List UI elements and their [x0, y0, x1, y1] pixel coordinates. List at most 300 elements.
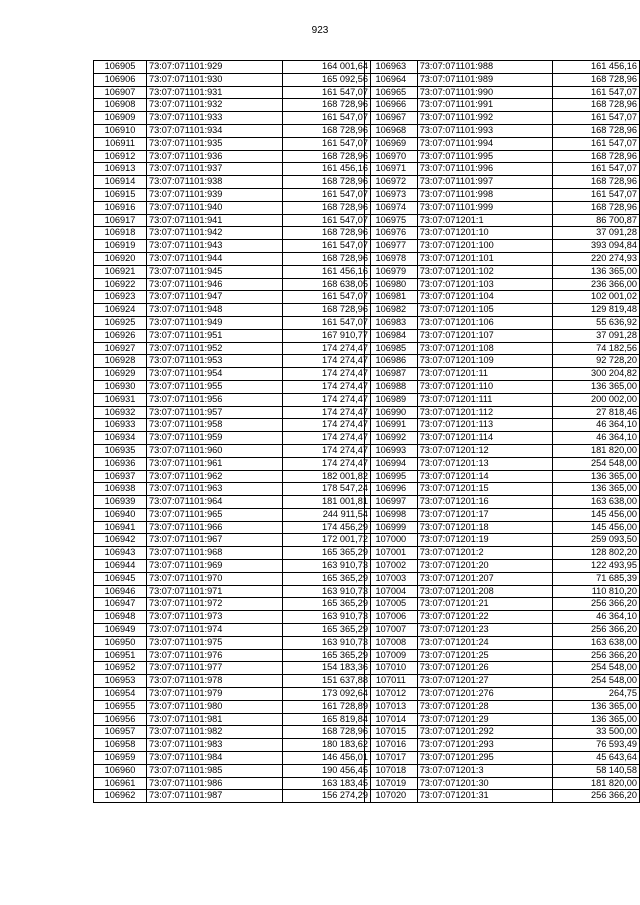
cadastral-number-cell: 73:07:071201:109 — [417, 355, 552, 368]
record-id-cell: 106932 — [94, 406, 147, 419]
record-id-cell: 106948 — [94, 611, 147, 624]
value-cell: 110 810,20 — [552, 585, 639, 598]
value-cell: 220 274,93 — [552, 252, 639, 265]
cadastral-number-cell: 73:07:071201:100 — [417, 240, 552, 253]
cadastral-number-cell: 73:07:071101:941 — [147, 214, 283, 227]
record-id-cell: 106986 — [365, 355, 418, 368]
record-id-cell: 106952 — [94, 662, 147, 675]
table-row — [365, 764, 640, 777]
table-row — [365, 73, 640, 86]
record-id-cell: 106947 — [94, 598, 147, 611]
cadastral-number-cell: 73:07:071101:946 — [147, 278, 283, 291]
record-id-cell: 106942 — [94, 534, 147, 547]
value-cell: 174 274,47 — [283, 342, 371, 355]
record-id-cell: 107006 — [365, 611, 418, 624]
value-cell: 173 092,64 — [283, 688, 371, 701]
table-row — [94, 227, 371, 240]
table-row — [365, 790, 640, 803]
table-row — [94, 470, 371, 483]
record-id-cell: 106990 — [365, 406, 418, 419]
cadastral-number-cell: 73:07:071201:110 — [417, 380, 552, 393]
value-cell: 163 910,73 — [283, 611, 371, 624]
record-id-cell: 106911 — [94, 137, 147, 150]
value-cell: 161 547,07 — [552, 86, 639, 99]
record-id-cell: 106908 — [94, 99, 147, 112]
value-cell: 86 700,87 — [552, 214, 639, 227]
table-row — [94, 393, 371, 406]
value-cell: 174 274,47 — [283, 406, 371, 419]
record-id-cell: 106936 — [94, 457, 147, 470]
cadastral-number-cell: 73:07:071201:293 — [417, 739, 552, 752]
value-cell: 168 728,96 — [552, 99, 639, 112]
cadastral-number-cell: 73:07:071201:3 — [417, 764, 552, 777]
table-row — [94, 662, 371, 675]
value-cell: 174 274,47 — [283, 432, 371, 445]
cadastral-number-cell: 73:07:071201:18 — [417, 521, 552, 534]
table-row — [365, 624, 640, 637]
record-id-cell: 106930 — [94, 380, 147, 393]
value-cell: 161 547,07 — [283, 316, 371, 329]
value-cell: 128 802,20 — [552, 547, 639, 560]
table-row — [94, 624, 371, 637]
table-row — [365, 636, 640, 649]
cadastral-number-cell: 73:07:071101:964 — [147, 496, 283, 509]
cadastral-number-cell: 73:07:071201:16 — [417, 496, 552, 509]
value-cell: 164 001,64 — [283, 61, 371, 74]
value-cell: 168 728,96 — [283, 726, 371, 739]
value-cell: 129 819,48 — [552, 304, 639, 317]
cadastral-number-cell: 73:07:071101:983 — [147, 739, 283, 752]
table-row — [94, 739, 371, 752]
table-row — [94, 713, 371, 726]
record-id-cell: 106923 — [94, 291, 147, 304]
record-id-cell: 106961 — [94, 777, 147, 790]
record-id-cell: 106937 — [94, 470, 147, 483]
record-id-cell: 106910 — [94, 124, 147, 137]
record-id-cell: 106917 — [94, 214, 147, 227]
value-cell: 256 366,20 — [552, 790, 639, 803]
cadastral-number-cell: 73:07:071101:957 — [147, 406, 283, 419]
record-id-cell: 107011 — [365, 675, 418, 688]
cadastral-number-cell: 73:07:071101:999 — [417, 201, 552, 214]
cadastral-number-cell: 73:07:071101:937 — [147, 163, 283, 176]
value-cell: 151 637,88 — [283, 675, 371, 688]
cadastral-number-cell: 73:07:071201:114 — [417, 432, 552, 445]
record-id-cell: 107017 — [365, 752, 418, 765]
record-id-cell: 107002 — [365, 560, 418, 573]
record-id-cell: 106912 — [94, 150, 147, 163]
table-row — [365, 304, 640, 317]
value-cell: 45 643,64 — [552, 752, 639, 765]
record-id-cell: 106992 — [365, 432, 418, 445]
table-row — [94, 316, 371, 329]
table-row — [94, 432, 371, 445]
table-row — [365, 444, 640, 457]
cadastral-number-cell: 73:07:071101:978 — [147, 675, 283, 688]
record-id-cell: 106950 — [94, 636, 147, 649]
value-cell: 163 910,73 — [283, 585, 371, 598]
cadastral-number-cell: 73:07:071101:970 — [147, 572, 283, 585]
cadastral-number-cell: 73:07:071101:934 — [147, 124, 283, 137]
record-id-cell: 106999 — [365, 521, 418, 534]
record-id-cell: 106914 — [94, 176, 147, 189]
record-id-cell: 107016 — [365, 739, 418, 752]
record-id-cell: 106997 — [365, 496, 418, 509]
table-row — [94, 304, 371, 317]
record-id-cell: 107015 — [365, 726, 418, 739]
record-id-cell: 106913 — [94, 163, 147, 176]
table-row — [365, 777, 640, 790]
table-row — [365, 61, 640, 74]
cadastral-number-cell: 73:07:071201:21 — [417, 598, 552, 611]
record-id-cell: 106941 — [94, 521, 147, 534]
record-id-cell: 106962 — [94, 790, 147, 803]
table-row — [94, 688, 371, 701]
table-row — [94, 61, 371, 74]
cadastral-number-cell: 73:07:071201:103 — [417, 278, 552, 291]
value-cell: 168 728,96 — [283, 99, 371, 112]
table-row — [94, 124, 371, 137]
value-cell: 168 638,05 — [283, 278, 371, 291]
table-row — [94, 99, 371, 112]
record-id-cell: 106973 — [365, 188, 418, 201]
value-cell: 174 274,47 — [283, 368, 371, 381]
value-cell: 256 366,20 — [552, 624, 639, 637]
value-cell: 161 728,89 — [283, 700, 371, 713]
value-cell: 161 547,07 — [283, 240, 371, 253]
cadastral-number-cell: 73:07:071101:997 — [417, 176, 552, 189]
table-row — [365, 508, 640, 521]
cadastral-number-cell: 73:07:071101:990 — [417, 86, 552, 99]
table-row — [365, 265, 640, 278]
record-id-cell: 106974 — [365, 201, 418, 214]
cadastral-number-cell: 73:07:071101:966 — [147, 521, 283, 534]
record-id-cell: 106920 — [94, 252, 147, 265]
page-number: 923 — [311, 25, 329, 36]
table-row — [94, 483, 371, 496]
value-cell: 393 094,84 — [552, 240, 639, 253]
record-id-cell: 106975 — [365, 214, 418, 227]
table-row — [94, 368, 371, 381]
table-row — [365, 188, 640, 201]
record-id-cell: 106998 — [365, 508, 418, 521]
cadastral-number-cell: 73:07:071201:107 — [417, 329, 552, 342]
table-row — [94, 521, 371, 534]
value-cell: 163 910,73 — [283, 560, 371, 573]
record-id-cell: 106929 — [94, 368, 147, 381]
value-cell: 161 456,16 — [283, 265, 371, 278]
value-cell: 168 728,96 — [552, 201, 639, 214]
cadastral-number-cell: 73:07:071101:948 — [147, 304, 283, 317]
cadastral-number-cell: 73:07:071201:276 — [417, 688, 552, 701]
record-id-cell: 106944 — [94, 560, 147, 573]
record-id-cell: 107019 — [365, 777, 418, 790]
table-row — [365, 611, 640, 624]
cadastral-number-cell: 73:07:071201:2 — [417, 547, 552, 560]
record-id-cell: 106963 — [365, 61, 418, 74]
record-id-cell: 106993 — [365, 444, 418, 457]
value-cell: 174 274,47 — [283, 393, 371, 406]
record-id-cell: 106953 — [94, 675, 147, 688]
value-cell: 37 091,28 — [552, 227, 639, 240]
record-id-cell: 106925 — [94, 316, 147, 329]
cadastral-number-cell: 73:07:071101:954 — [147, 368, 283, 381]
table-row — [365, 752, 640, 765]
cadastral-number-cell: 73:07:071201:14 — [417, 470, 552, 483]
cadastral-number-cell: 73:07:071101:979 — [147, 688, 283, 701]
cadastral-number-cell: 73:07:071101:987 — [147, 790, 283, 803]
cadastral-number-cell: 73:07:071101:986 — [147, 777, 283, 790]
value-cell: 168 728,96 — [552, 176, 639, 189]
value-cell: 161 456,16 — [552, 61, 639, 74]
record-id-cell: 106981 — [365, 291, 418, 304]
cadastral-number-cell: 73:07:071201:27 — [417, 675, 552, 688]
value-cell: 122 493,95 — [552, 560, 639, 573]
record-id-cell: 107008 — [365, 636, 418, 649]
table-row — [365, 675, 640, 688]
table-row — [94, 560, 371, 573]
record-id-cell: 106954 — [94, 688, 147, 701]
table-row — [365, 521, 640, 534]
cadastral-number-cell: 73:07:071201:111 — [417, 393, 552, 406]
cadastral-number-cell: 73:07:071201:20 — [417, 560, 552, 573]
cadastral-number-cell: 73:07:071101:968 — [147, 547, 283, 560]
value-cell: 165 819,84 — [283, 713, 371, 726]
cadastral-number-cell: 73:07:071101:935 — [147, 137, 283, 150]
value-cell: 168 728,96 — [552, 73, 639, 86]
cadastral-number-cell: 73:07:071101:985 — [147, 764, 283, 777]
record-id-cell: 106989 — [365, 393, 418, 406]
value-cell: 190 456,45 — [283, 764, 371, 777]
value-cell: 58 140,58 — [552, 764, 639, 777]
cadastral-number-cell: 73:07:071101:973 — [147, 611, 283, 624]
cadastral-number-cell: 73:07:071201:28 — [417, 700, 552, 713]
cadastral-number-cell: 73:07:071101:988 — [417, 61, 552, 74]
cadastral-number-cell: 73:07:071201:106 — [417, 316, 552, 329]
value-cell: 136 365,00 — [552, 380, 639, 393]
record-id-cell: 106939 — [94, 496, 147, 509]
table-row — [365, 150, 640, 163]
table-row — [365, 662, 640, 675]
cadastral-number-cell: 73:07:071101:963 — [147, 483, 283, 496]
table-row — [94, 585, 371, 598]
value-cell: 244 911,54 — [283, 508, 371, 521]
value-cell: 163 638,00 — [552, 636, 639, 649]
table-row — [94, 278, 371, 291]
value-cell: 168 728,96 — [552, 150, 639, 163]
table-row — [94, 240, 371, 253]
table-row — [94, 649, 371, 662]
value-cell: 71 685,39 — [552, 572, 639, 585]
record-id-cell: 106926 — [94, 329, 147, 342]
table-row — [365, 419, 640, 432]
value-cell: 161 547,07 — [283, 137, 371, 150]
value-cell: 181 001,81 — [283, 496, 371, 509]
cadastral-number-cell: 73:07:071101:967 — [147, 534, 283, 547]
value-cell: 236 366,00 — [552, 278, 639, 291]
value-cell: 181 820,00 — [552, 444, 639, 457]
table-row — [94, 790, 371, 803]
record-id-cell: 107007 — [365, 624, 418, 637]
value-cell: 259 093,50 — [552, 534, 639, 547]
value-cell: 200 002,00 — [552, 393, 639, 406]
cadastral-number-cell: 73:07:071201:23 — [417, 624, 552, 637]
cadastral-number-cell: 73:07:071101:980 — [147, 700, 283, 713]
cadastral-number-cell: 73:07:071201:10 — [417, 227, 552, 240]
value-cell: 161 547,07 — [283, 86, 371, 99]
cadastral-number-cell: 73:07:071101:930 — [147, 73, 283, 86]
record-id-cell: 106978 — [365, 252, 418, 265]
value-cell: 76 593,49 — [552, 739, 639, 752]
cadastral-number-cell: 73:07:071101:971 — [147, 585, 283, 598]
table-row — [365, 726, 640, 739]
table-row — [365, 457, 640, 470]
value-cell: 161 456,16 — [283, 163, 371, 176]
cadastral-number-cell: 73:07:071201:112 — [417, 406, 552, 419]
table-row — [94, 496, 371, 509]
cadastral-number-cell: 73:07:071201:113 — [417, 419, 552, 432]
record-id-cell: 106991 — [365, 419, 418, 432]
table-row — [94, 611, 371, 624]
cadastral-number-cell: 73:07:071101:944 — [147, 252, 283, 265]
record-id-cell: 106959 — [94, 752, 147, 765]
table-row — [94, 726, 371, 739]
cadastral-number-cell: 73:07:071101:952 — [147, 342, 283, 355]
value-cell: 168 728,96 — [283, 201, 371, 214]
record-id-cell: 106928 — [94, 355, 147, 368]
value-cell: 161 547,07 — [552, 163, 639, 176]
record-id-cell: 106907 — [94, 86, 147, 99]
cadastral-number-cell: 73:07:071201:17 — [417, 508, 552, 521]
table-row — [94, 163, 371, 176]
value-cell: 174 456,29 — [283, 521, 371, 534]
record-id-cell: 106982 — [365, 304, 418, 317]
record-id-cell: 106935 — [94, 444, 147, 457]
table-row — [94, 534, 371, 547]
cadastral-number-cell: 73:07:071201:105 — [417, 304, 552, 317]
table-row — [365, 713, 640, 726]
value-cell: 55 636,92 — [552, 316, 639, 329]
value-cell: 136 365,00 — [552, 470, 639, 483]
value-cell: 254 548,00 — [552, 662, 639, 675]
cadastral-number-cell: 73:07:071201:29 — [417, 713, 552, 726]
value-cell: 27 818,46 — [552, 406, 639, 419]
value-cell: 168 728,96 — [283, 176, 371, 189]
record-id-cell: 106964 — [365, 73, 418, 86]
table-row — [365, 560, 640, 573]
table-row — [365, 176, 640, 189]
record-id-cell: 107003 — [365, 572, 418, 585]
table-row — [94, 636, 371, 649]
value-cell: 174 274,47 — [283, 380, 371, 393]
value-cell: 136 365,00 — [552, 713, 639, 726]
table-row — [365, 201, 640, 214]
cadastral-number-cell: 73:07:071201:12 — [417, 444, 552, 457]
table-row — [94, 291, 371, 304]
cadastral-number-cell: 73:07:071201:104 — [417, 291, 552, 304]
table-row — [365, 470, 640, 483]
record-id-cell: 106965 — [365, 86, 418, 99]
value-cell: 174 274,47 — [283, 457, 371, 470]
record-id-cell: 106983 — [365, 316, 418, 329]
cadastral-number-cell: 73:07:071101:981 — [147, 713, 283, 726]
record-id-cell: 106972 — [365, 176, 418, 189]
table-row — [94, 547, 371, 560]
table-row — [94, 406, 371, 419]
value-cell: 168 728,96 — [283, 304, 371, 317]
table-row — [94, 252, 371, 265]
record-id-cell: 106906 — [94, 73, 147, 86]
record-id-cell: 106976 — [365, 227, 418, 240]
record-id-cell: 106977 — [365, 240, 418, 253]
cadastral-number-cell: 73:07:071101:991 — [417, 99, 552, 112]
value-cell: 33 500,00 — [552, 726, 639, 739]
table-row — [94, 675, 371, 688]
value-cell: 174 274,47 — [283, 355, 371, 368]
record-id-cell: 107004 — [365, 585, 418, 598]
cadastral-number-cell: 73:07:071101:976 — [147, 649, 283, 662]
cadastral-number-cell: 73:07:071101:932 — [147, 99, 283, 112]
value-cell: 165 365,29 — [283, 547, 371, 560]
table-row — [365, 291, 640, 304]
record-id-cell: 106945 — [94, 572, 147, 585]
record-id-cell: 106979 — [365, 265, 418, 278]
table-row — [94, 176, 371, 189]
table-row — [365, 99, 640, 112]
value-cell: 145 456,00 — [552, 508, 639, 521]
cadastral-number-cell: 73:07:071101:929 — [147, 61, 283, 74]
cadastral-number-cell: 73:07:071101:972 — [147, 598, 283, 611]
cadastral-number-cell: 73:07:071101:940 — [147, 201, 283, 214]
record-id-cell: 107020 — [365, 790, 418, 803]
table-row — [365, 585, 640, 598]
value-cell: 146 456,01 — [283, 752, 371, 765]
value-cell: 154 183,36 — [283, 662, 371, 675]
table-row — [94, 508, 371, 521]
record-id-cell: 106940 — [94, 508, 147, 521]
record-id-cell: 106957 — [94, 726, 147, 739]
value-cell: 178 547,24 — [283, 483, 371, 496]
table-row — [365, 380, 640, 393]
table-row — [94, 380, 371, 393]
table-row — [365, 214, 640, 227]
record-id-cell: 106921 — [94, 265, 147, 278]
value-cell: 163 183,45 — [283, 777, 371, 790]
record-id-cell: 106985 — [365, 342, 418, 355]
record-id-cell: 106933 — [94, 419, 147, 432]
record-id-cell: 106919 — [94, 240, 147, 253]
value-cell: 156 274,29 — [283, 790, 371, 803]
record-id-cell: 106988 — [365, 380, 418, 393]
cadastral-number-cell: 73:07:071201:15 — [417, 483, 552, 496]
record-id-cell: 107001 — [365, 547, 418, 560]
cadastral-number-cell: 73:07:071201:25 — [417, 649, 552, 662]
cadastral-number-cell: 73:07:071201:30 — [417, 777, 552, 790]
table-row — [365, 137, 640, 150]
cadastral-number-cell: 73:07:071201:1 — [417, 214, 552, 227]
record-id-cell: 106967 — [365, 112, 418, 125]
cadastral-number-cell: 73:07:071201:13 — [417, 457, 552, 470]
cadastral-number-cell: 73:07:071101:993 — [417, 124, 552, 137]
table-row — [365, 368, 640, 381]
table-row — [365, 240, 640, 253]
value-cell: 136 365,00 — [552, 265, 639, 278]
cadastral-number-cell: 73:07:071201:26 — [417, 662, 552, 675]
value-cell: 161 547,07 — [552, 188, 639, 201]
table-row — [94, 150, 371, 163]
record-id-cell: 106966 — [365, 99, 418, 112]
table-row — [94, 457, 371, 470]
